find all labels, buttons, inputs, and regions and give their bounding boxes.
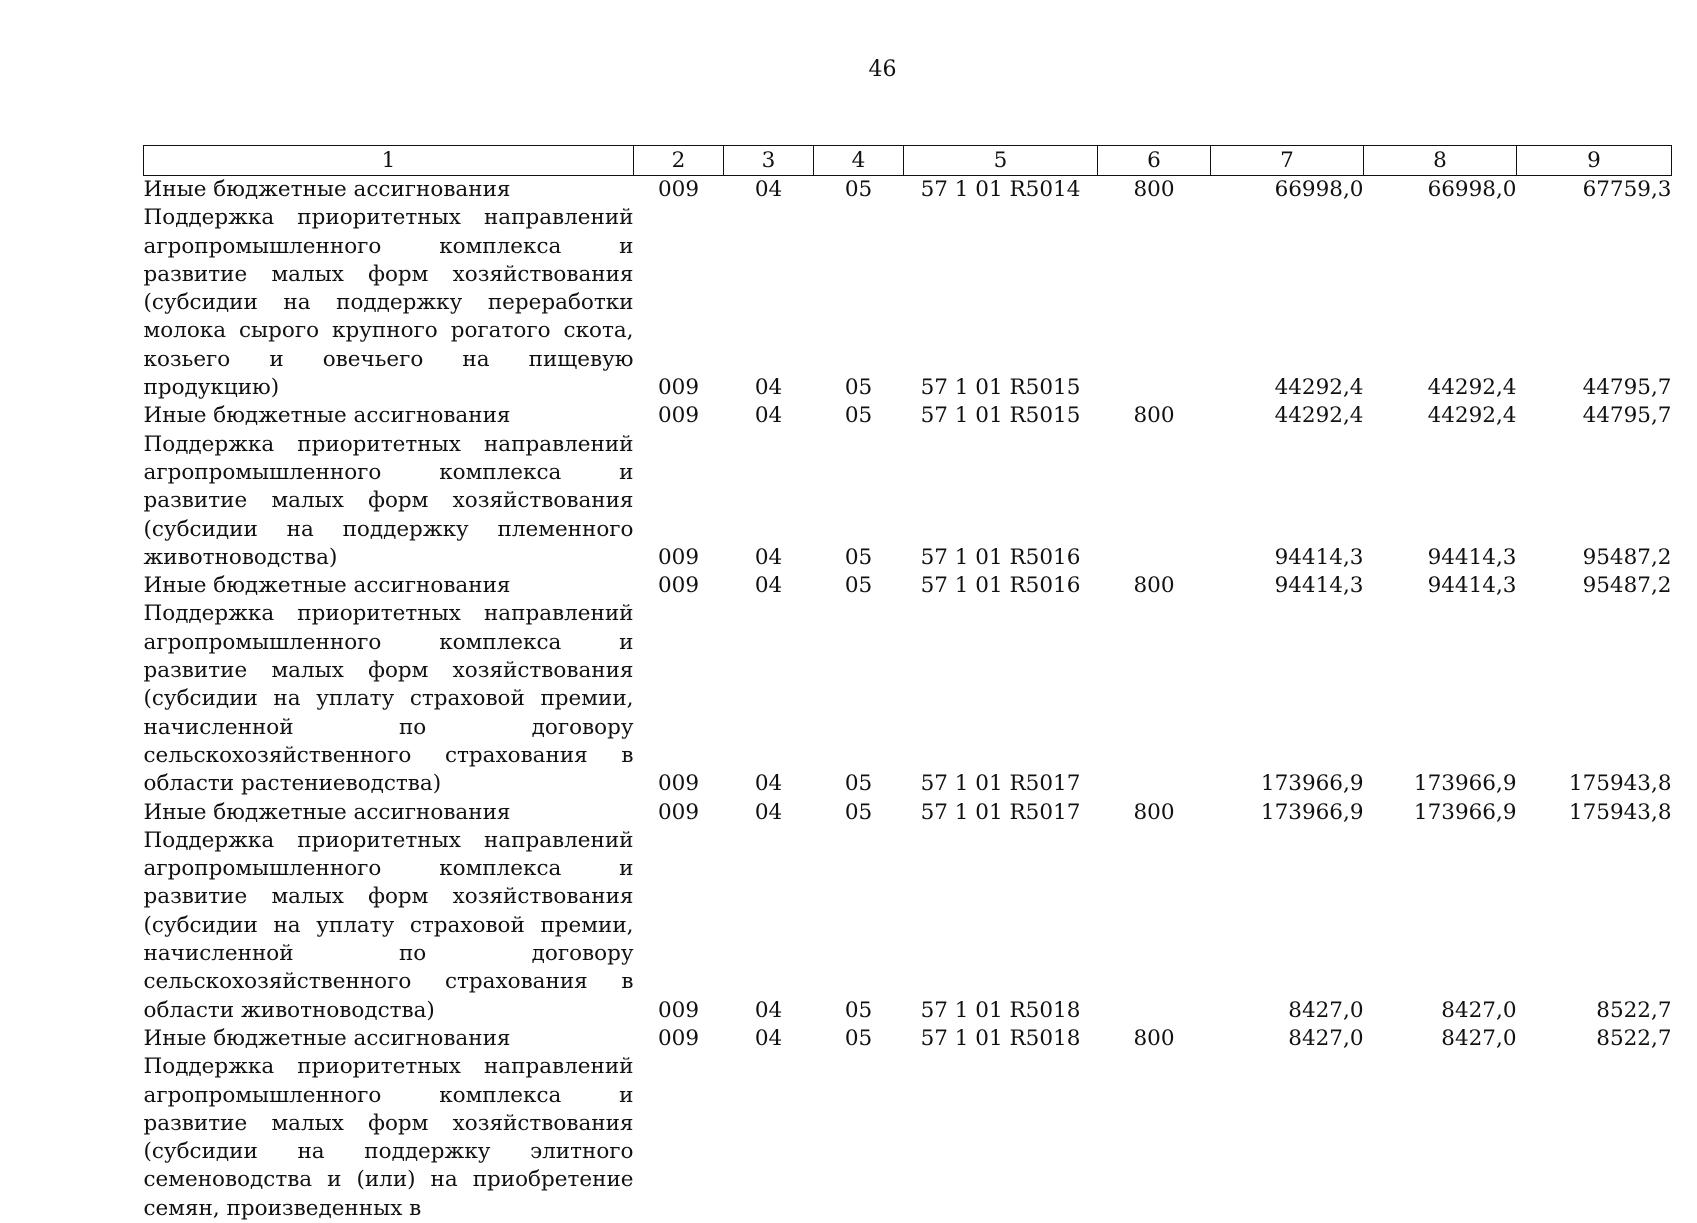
cell-amount-col9: 175943,8 <box>1568 799 1672 825</box>
cell-amount-col7: 66998,0 <box>1274 177 1364 202</box>
cell-amount-col7 <box>1211 1053 1364 1223</box>
cell-section: 04 <box>754 544 783 570</box>
cell-section: 04 <box>754 403 783 429</box>
cell-section: 04 <box>754 375 783 401</box>
cell-amount-col9: 44795,7 <box>1582 375 1672 401</box>
cell-section: 04 <box>754 771 783 797</box>
cell-amount-col9: 8522,7 <box>1596 997 1672 1023</box>
column-header: 8 <box>1364 146 1517 176</box>
column-header: 2 <box>634 146 724 176</box>
cell-amount-col9: 175943,8 <box>1568 771 1672 797</box>
cell-amount-col8 <box>1364 1053 1517 1223</box>
cell-target-article: 57 1 01 R5016 <box>920 573 1081 599</box>
cell-ministry-code: 009 <box>657 1025 700 1051</box>
cell-expense-type <box>1098 431 1211 572</box>
table-row <box>144 204 1672 402</box>
cell-amount-col8: 44292,4 <box>1427 375 1517 401</box>
row-description: Иные бюджетные ассигнования <box>143 403 511 429</box>
cell-expense-type: 800 <box>1133 177 1175 202</box>
cell-subsection: 05 <box>844 573 873 599</box>
cell-target-article: 57 1 01 R5016 <box>920 544 1081 570</box>
row-description: Поддержка приоритетных направлений агропромышленного комплекса и развитие малых форм хозяйствования (субсидии на уплату страховой премии, начисленной по договору сельскохозяйственного страхования в области растениеводства) <box>143 601 634 797</box>
cell-expense-type: 800 <box>1133 403 1175 429</box>
column-header: 9 <box>1517 146 1672 176</box>
cell-amount-col7: 44292,4 <box>1274 403 1364 429</box>
cell-expense-type <box>1098 204 1211 402</box>
cell-target-article: 57 1 01 R5014 <box>920 177 1081 202</box>
cell-amount-col7: 8427,0 <box>1288 1025 1364 1051</box>
cell-amount-col7: 94414,3 <box>1274 544 1364 570</box>
cell-expense-type: 800 <box>1133 799 1175 825</box>
cell-subsection: 05 <box>844 544 873 570</box>
table-row <box>144 799 1672 827</box>
cell-subsection: 05 <box>844 771 873 797</box>
column-header: 6 <box>1098 146 1211 176</box>
cell-section: 04 <box>754 799 783 825</box>
cell-amount-col7: 8427,0 <box>1288 997 1364 1023</box>
cell-ministry-code: 009 <box>657 544 700 570</box>
cell-amount-col9: 95487,2 <box>1582 544 1672 570</box>
table-body <box>144 176 1672 1223</box>
cell-amount-col9 <box>1517 1053 1672 1223</box>
table-row <box>144 827 1672 1025</box>
table-row <box>144 402 1672 430</box>
cell-target-article: 57 1 01 R5018 <box>920 997 1081 1023</box>
cell-ministry-code: 009 <box>657 403 700 429</box>
row-description: Поддержка приоритетных направлений агропромышленного комплекса и развитие малых форм хозяйствования (субсидии на поддержку переработки молока сырого крупного рогатого скота, козьего и овечьего на пищевую продукцию) <box>143 205 634 401</box>
row-description: Поддержка приоритетных направлений агропромышленного комплекса и развитие малых форм хозяйствования (субсидии на поддержку племенного животноводства) <box>143 431 634 570</box>
cell-ministry-code: 009 <box>657 375 700 401</box>
table-row <box>144 431 1672 572</box>
cell-amount-col7: 44292,4 <box>1274 375 1364 401</box>
table-header-row <box>144 146 1672 176</box>
column-header: 5 <box>904 146 1098 176</box>
cell-amount-col8: 94414,3 <box>1427 544 1517 570</box>
cell-amount-col9: 95487,2 <box>1582 573 1672 599</box>
cell-subsection: 05 <box>844 997 873 1023</box>
cell-amount-col8: 44292,4 <box>1427 403 1517 429</box>
table-row <box>144 1025 1672 1053</box>
row-description: Поддержка приоритетных направлений агропромышленного комплекса и развитие малых форм хозяйствования (субсидии на поддержку элитного семеноводства и (или) на приобретение семян, произведенных в <box>143 1054 634 1221</box>
row-description: Иные бюджетные ассигнования <box>143 799 511 825</box>
cell-target-article <box>904 1053 1098 1223</box>
cell-amount-col7: 173966,9 <box>1260 771 1364 797</box>
cell-section: 04 <box>754 1025 783 1051</box>
cell-amount-col7: 173966,9 <box>1260 799 1364 825</box>
cell-target-article: 57 1 01 R5018 <box>920 1025 1081 1051</box>
cell-target-article: 57 1 01 R5017 <box>920 799 1081 825</box>
cell-amount-col9: 8522,7 <box>1596 1025 1672 1051</box>
table-row <box>144 1053 1672 1223</box>
row-description: Иные бюджетные ассигнования <box>143 1025 511 1051</box>
cell-subsection: 05 <box>844 799 873 825</box>
table-row <box>144 176 1672 205</box>
page-number: 46 <box>868 57 897 82</box>
cell-expense-type: 800 <box>1133 1025 1175 1051</box>
cell-subsection: 05 <box>844 177 873 202</box>
cell-ministry-code: 009 <box>657 177 700 202</box>
cell-ministry-code: 009 <box>657 799 700 825</box>
cell-amount-col9: 67759,3 <box>1582 177 1672 202</box>
column-header: 1 <box>144 146 634 176</box>
cell-expense-type: 800 <box>1133 573 1175 599</box>
cell-subsection <box>814 1053 904 1223</box>
row-description: Иные бюджетные ассигнования <box>143 573 511 599</box>
cell-target-article: 57 1 01 R5017 <box>920 771 1081 797</box>
row-description: Иные бюджетные ассигнования <box>143 177 511 202</box>
cell-amount-col8: 66998,0 <box>1427 177 1517 202</box>
cell-subsection: 05 <box>844 375 873 401</box>
column-header: 4 <box>814 146 904 176</box>
cell-section: 04 <box>754 177 783 202</box>
cell-subsection: 05 <box>844 403 873 429</box>
cell-amount-col8: 94414,3 <box>1427 573 1517 599</box>
cell-ministry-code: 009 <box>657 573 700 599</box>
row-description: Поддержка приоритетных направлений агропромышленного комплекса и развитие малых форм хозяйствования (субсидии на уплату страховой премии, начисленной по договору сельскохозяйственного страхования в области животноводства) <box>143 827 634 1023</box>
cell-amount-col7: 94414,3 <box>1274 573 1364 599</box>
cell-ministry-code: 009 <box>657 771 700 797</box>
cell-ministry-code <box>634 1053 724 1223</box>
cell-amount-col8: 8427,0 <box>1441 1025 1517 1051</box>
cell-amount-col8: 173966,9 <box>1413 799 1517 825</box>
column-header: 3 <box>724 146 814 176</box>
cell-section: 04 <box>754 573 783 599</box>
cell-subsection: 05 <box>844 1025 873 1051</box>
cell-target-article: 57 1 01 R5015 <box>920 375 1081 401</box>
cell-section <box>724 1053 814 1223</box>
cell-amount-col8: 8427,0 <box>1441 997 1517 1023</box>
cell-expense-type <box>1098 1053 1211 1223</box>
cell-amount-col9: 44795,7 <box>1582 403 1672 429</box>
cell-amount-col8: 173966,9 <box>1413 771 1517 797</box>
cell-expense-type <box>1098 600 1211 798</box>
cell-target-article: 57 1 01 R5015 <box>920 403 1081 429</box>
cell-expense-type <box>1098 827 1211 1025</box>
table-row <box>144 600 1672 798</box>
table-row <box>144 572 1672 600</box>
budget-table <box>143 145 1672 1223</box>
cell-ministry-code: 009 <box>657 997 700 1023</box>
cell-section: 04 <box>754 997 783 1023</box>
column-header: 7 <box>1211 146 1364 176</box>
